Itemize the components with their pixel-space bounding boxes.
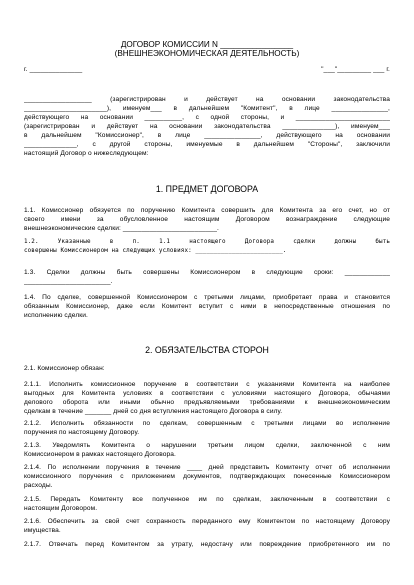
clause-2-1-3-line: 2.1.3. Уведомлять Комитента о нарушении третьим лицом сделки, заключенной с ним xyxy=(24,442,390,449)
section-1-heading: 1. ПРЕДМЕТ ДОГОВОРА xyxy=(155,184,259,194)
clause-2-1-2-line: 2.1.2. Исполнить обязанности по сделкам, совершенным с третьими лицами во исполнение xyxy=(24,420,390,427)
clause-2-1-6-line: 2.1.6. Обеспечить за свой счет сохранность переданного ему Комитентом по настоящему Договору xyxy=(24,518,390,525)
clause-2-1-6-line: имущества. xyxy=(24,527,61,534)
document-city: г. ______________ xyxy=(24,66,83,73)
clause-2-1-1-line: выгодных для Комитента условиях в соответствии с условиями настоящего Договора, обычаями xyxy=(24,390,390,397)
preamble-line: ______________, с другой стороны, именуемые в дальнейшем "Стороны", заключили xyxy=(24,141,390,148)
clause-1-3-line: 1.3. Сделки должны быть совершены Комиссионером в следующие сроки: ____________ xyxy=(24,269,390,276)
clause-1-4-line: исполнению сделки. xyxy=(24,312,88,319)
document-title: ДОГОВОР КОМИССИИ N ________________ xyxy=(120,40,294,49)
section-2-heading: 2. ОБЯЗАТЕЛЬСТВА СТОРОН xyxy=(145,345,269,355)
clause-2-1-1-line: сделкам в течение _______ дней со дня вступления настоящего Договора в силу. xyxy=(24,408,283,415)
preamble-line: __________________ (зарегистрирован и действует на основании законодательства xyxy=(24,96,390,103)
document-subtitle: (ВНЕШНЕЭКОНОМИЧЕСКАЯ ДЕЯТЕЛЬНОСТЬ) xyxy=(114,49,300,58)
clause-2-1-4-line: расходы. xyxy=(24,482,53,489)
clause-1-4-line: обязанным Комиссионер, даже если Комитент вступит с ними в непосредственные отношения по xyxy=(24,303,390,310)
clause-2-1-2-line: поручения по настоящему Договору. xyxy=(24,429,140,436)
clause-2-1-4-line: 2.1.4. По исполнении поручения в течение ____ дней представить Комитенту отчет об исполнении xyxy=(24,464,390,471)
preamble-line: (зарегистрирован и действует на основании законодательства ______________), именуем___ xyxy=(24,123,390,130)
preamble-line: настоящий Договор о нижеследующем: xyxy=(24,150,149,157)
document-date: "___"_________ ___ г. xyxy=(321,66,390,73)
clause-1-1-line: внешнеэкономические сделки: _________________________. xyxy=(24,225,219,232)
clause-1-1-line: 1.1. Комиссионер обязуется по поручению Комитента совершить для Комитента за его счет, но от xyxy=(24,207,390,214)
clause-2-1-1-line: делового оборота или иными обычно предъявляемыми требованиями к внешнеэкономическим xyxy=(24,399,390,406)
clause-1-2-line: 1.2. Указанные в п. 1.1 настоящего Договора сделки должны быть xyxy=(24,239,390,245)
clause-2-1-5-line: настоящим Договором. xyxy=(24,505,98,512)
clause-1-1-line: своего имени за обусловленное настоящим Договором вознаграждение следующие xyxy=(24,216,390,223)
clause-2-1-4-line: комиссионного поручения с приложением документов, подтверждающих понесенные Комиссионером xyxy=(24,473,390,480)
clause-2-1-3-line: Комиссионером в рамках настоящего Договора. xyxy=(24,451,176,458)
clause-2-1-1-line: 2.1.1. Исполнить комиссионное поручение в соответствии с указаниями Комитента на наиболее xyxy=(24,381,390,388)
clause-1-4-line: 1.4. По сделке, совершенной Комиссионером с третьими лицами, приобретает права и становится xyxy=(24,294,390,301)
clause-2-1-7-line: 2.1.7. Отвечать перед Комитентом за утрату, недостачу или повреждение приобретенного им по xyxy=(24,541,390,548)
clause-1-3-line: _______________________. xyxy=(24,278,113,285)
preamble-line: в дальнейшем "Комиссионер", в лице _______________, действующего на основании xyxy=(24,132,390,139)
preamble-line: действующего на основании __________, с одной стороны, и _________________________ xyxy=(24,114,390,121)
clause-2-1-5-line: 2.1.5. Передать Комитенту все полученное им по сделкам, заключенным в соответствии с xyxy=(24,496,390,503)
preamble-line: ______________________), именуем___ в дальнейшем "Комитент", в лице _______________, xyxy=(24,105,390,112)
clause-1-2-line: совершены Комиссионером на следующих условиях: ________________________. xyxy=(24,248,287,254)
clause-2-1-line: 2.1. Комиссионер обязан: xyxy=(24,365,105,372)
